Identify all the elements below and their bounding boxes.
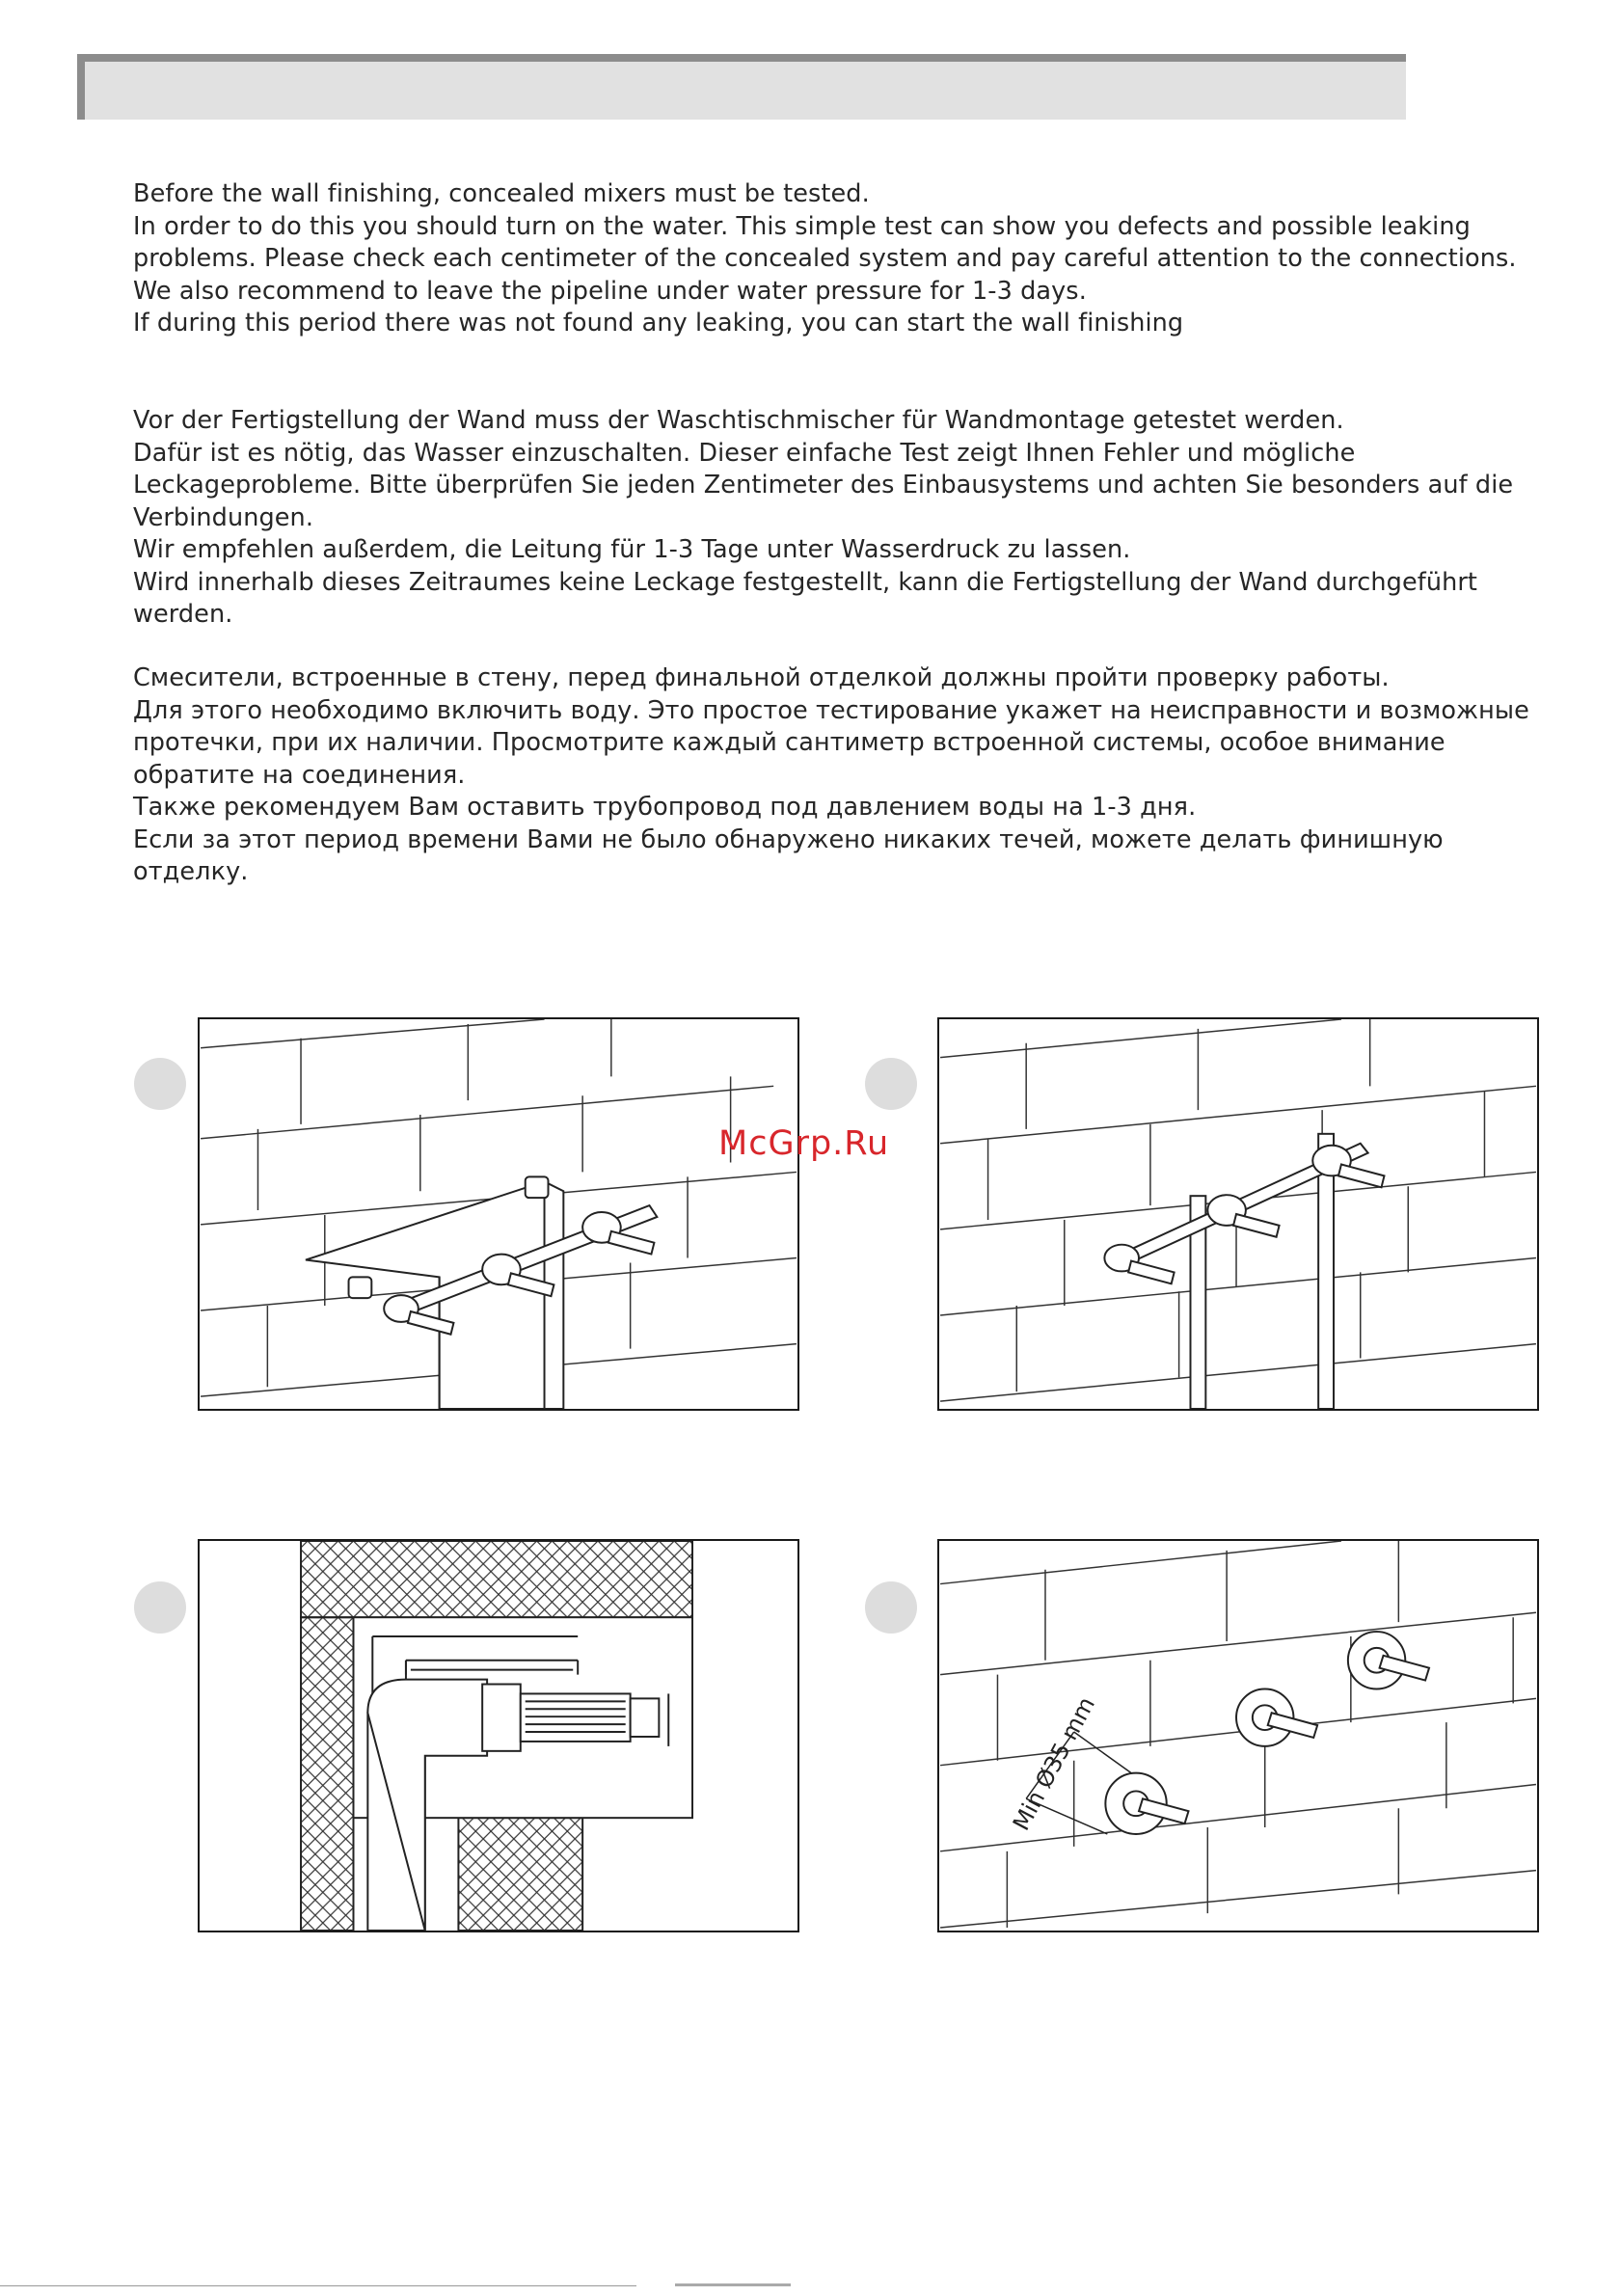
- en-paragraph-1: Before the wall finishing, concealed mixers must be tested.: [133, 179, 870, 208]
- instructions-russian: [133, 662, 1541, 889]
- cross-section-drawing: [200, 1541, 797, 1931]
- figure-finished-wall-clearance: [937, 1539, 1539, 1932]
- page-header-bar: [77, 54, 1406, 120]
- step-marker-1: [134, 1058, 186, 1110]
- en-paragraph-2: In order to do this you should turn on the water. This simple test can show you defects and possible leaking problems. Please check each centimeter of the concealed system and pay careful attention to the connections.: [133, 211, 1517, 273]
- step-marker-3: [134, 1581, 186, 1634]
- ru-paragraph-3: Также рекомендуем Вам оставить трубопровод под давлением воды на 1-3 дня.: [133, 793, 1197, 822]
- frame-installation-drawing: [939, 1019, 1537, 1409]
- de-paragraph-1: Vor der Fertigstellung der Wand muss der Waschtischmischer für Wandmontage getestet werden.: [133, 406, 1344, 435]
- step-marker-2: [865, 1058, 917, 1110]
- ru-paragraph-2: Для этого необходимо включить воду. Это простое тестирование укажет на неисправности и возможные протечки, при их наличии. Просмотрите каждый сантиметр встроенной системы, особое внимание обратите на соединения.: [133, 695, 1529, 790]
- instructions-english: [133, 178, 1541, 340]
- en-paragraph-3: We also recommend to leave the pipeline under water pressure for 1-3 days.: [133, 276, 1087, 306]
- instructions-german: [133, 405, 1541, 632]
- ru-paragraph-4: Если за этот период времени Вами не было обнаружено никаких течей, можете делать финишную отделку.: [133, 824, 1444, 886]
- de-paragraph-2: Dafür ist es nötig, das Wasser einzuschalten. Dieser einfache Test zeigt Ihnen Fehler und mögliche Leckageprobleme. Bitte überprüfen Sie jeden Zentimeter des Einbausystems und achten Sie besonders auf die Verbindungen.: [133, 438, 1514, 532]
- figure-mixer-on-frame: [937, 1017, 1539, 1411]
- step-marker-4: [865, 1581, 917, 1634]
- de-paragraph-3: Wir empfehlen außerdem, die Leitung für 1-3 Tage unter Wasserdruck zu lassen.: [133, 535, 1131, 564]
- wall-installation-drawing: [200, 1019, 797, 1409]
- footer-rule: [0, 2285, 636, 2286]
- en-paragraph-4: If during this period there was not found any leaking, you can start the wall finishing: [133, 309, 1184, 338]
- de-paragraph-4: Wird innerhalb dieses Zeitraumes keine Leckage festgestellt, kann die Fertigstellung der Wand durchgeführt werden.: [133, 567, 1478, 629]
- ru-paragraph-1: Смесители, встроенные в стену, перед финальной отделкой должны пройти проверку работы.: [133, 663, 1390, 692]
- footer-mark: [675, 2283, 791, 2286]
- figure-mixer-installed-in-wall: [198, 1017, 799, 1411]
- watermark-text: McGrp.Ru: [718, 1124, 890, 1163]
- figure-wall-cross-section: [198, 1539, 799, 1932]
- clearance-dimension-label: Min Ø35 mm: [1007, 1692, 1101, 1835]
- finished-wall-drawing: [939, 1541, 1537, 1931]
